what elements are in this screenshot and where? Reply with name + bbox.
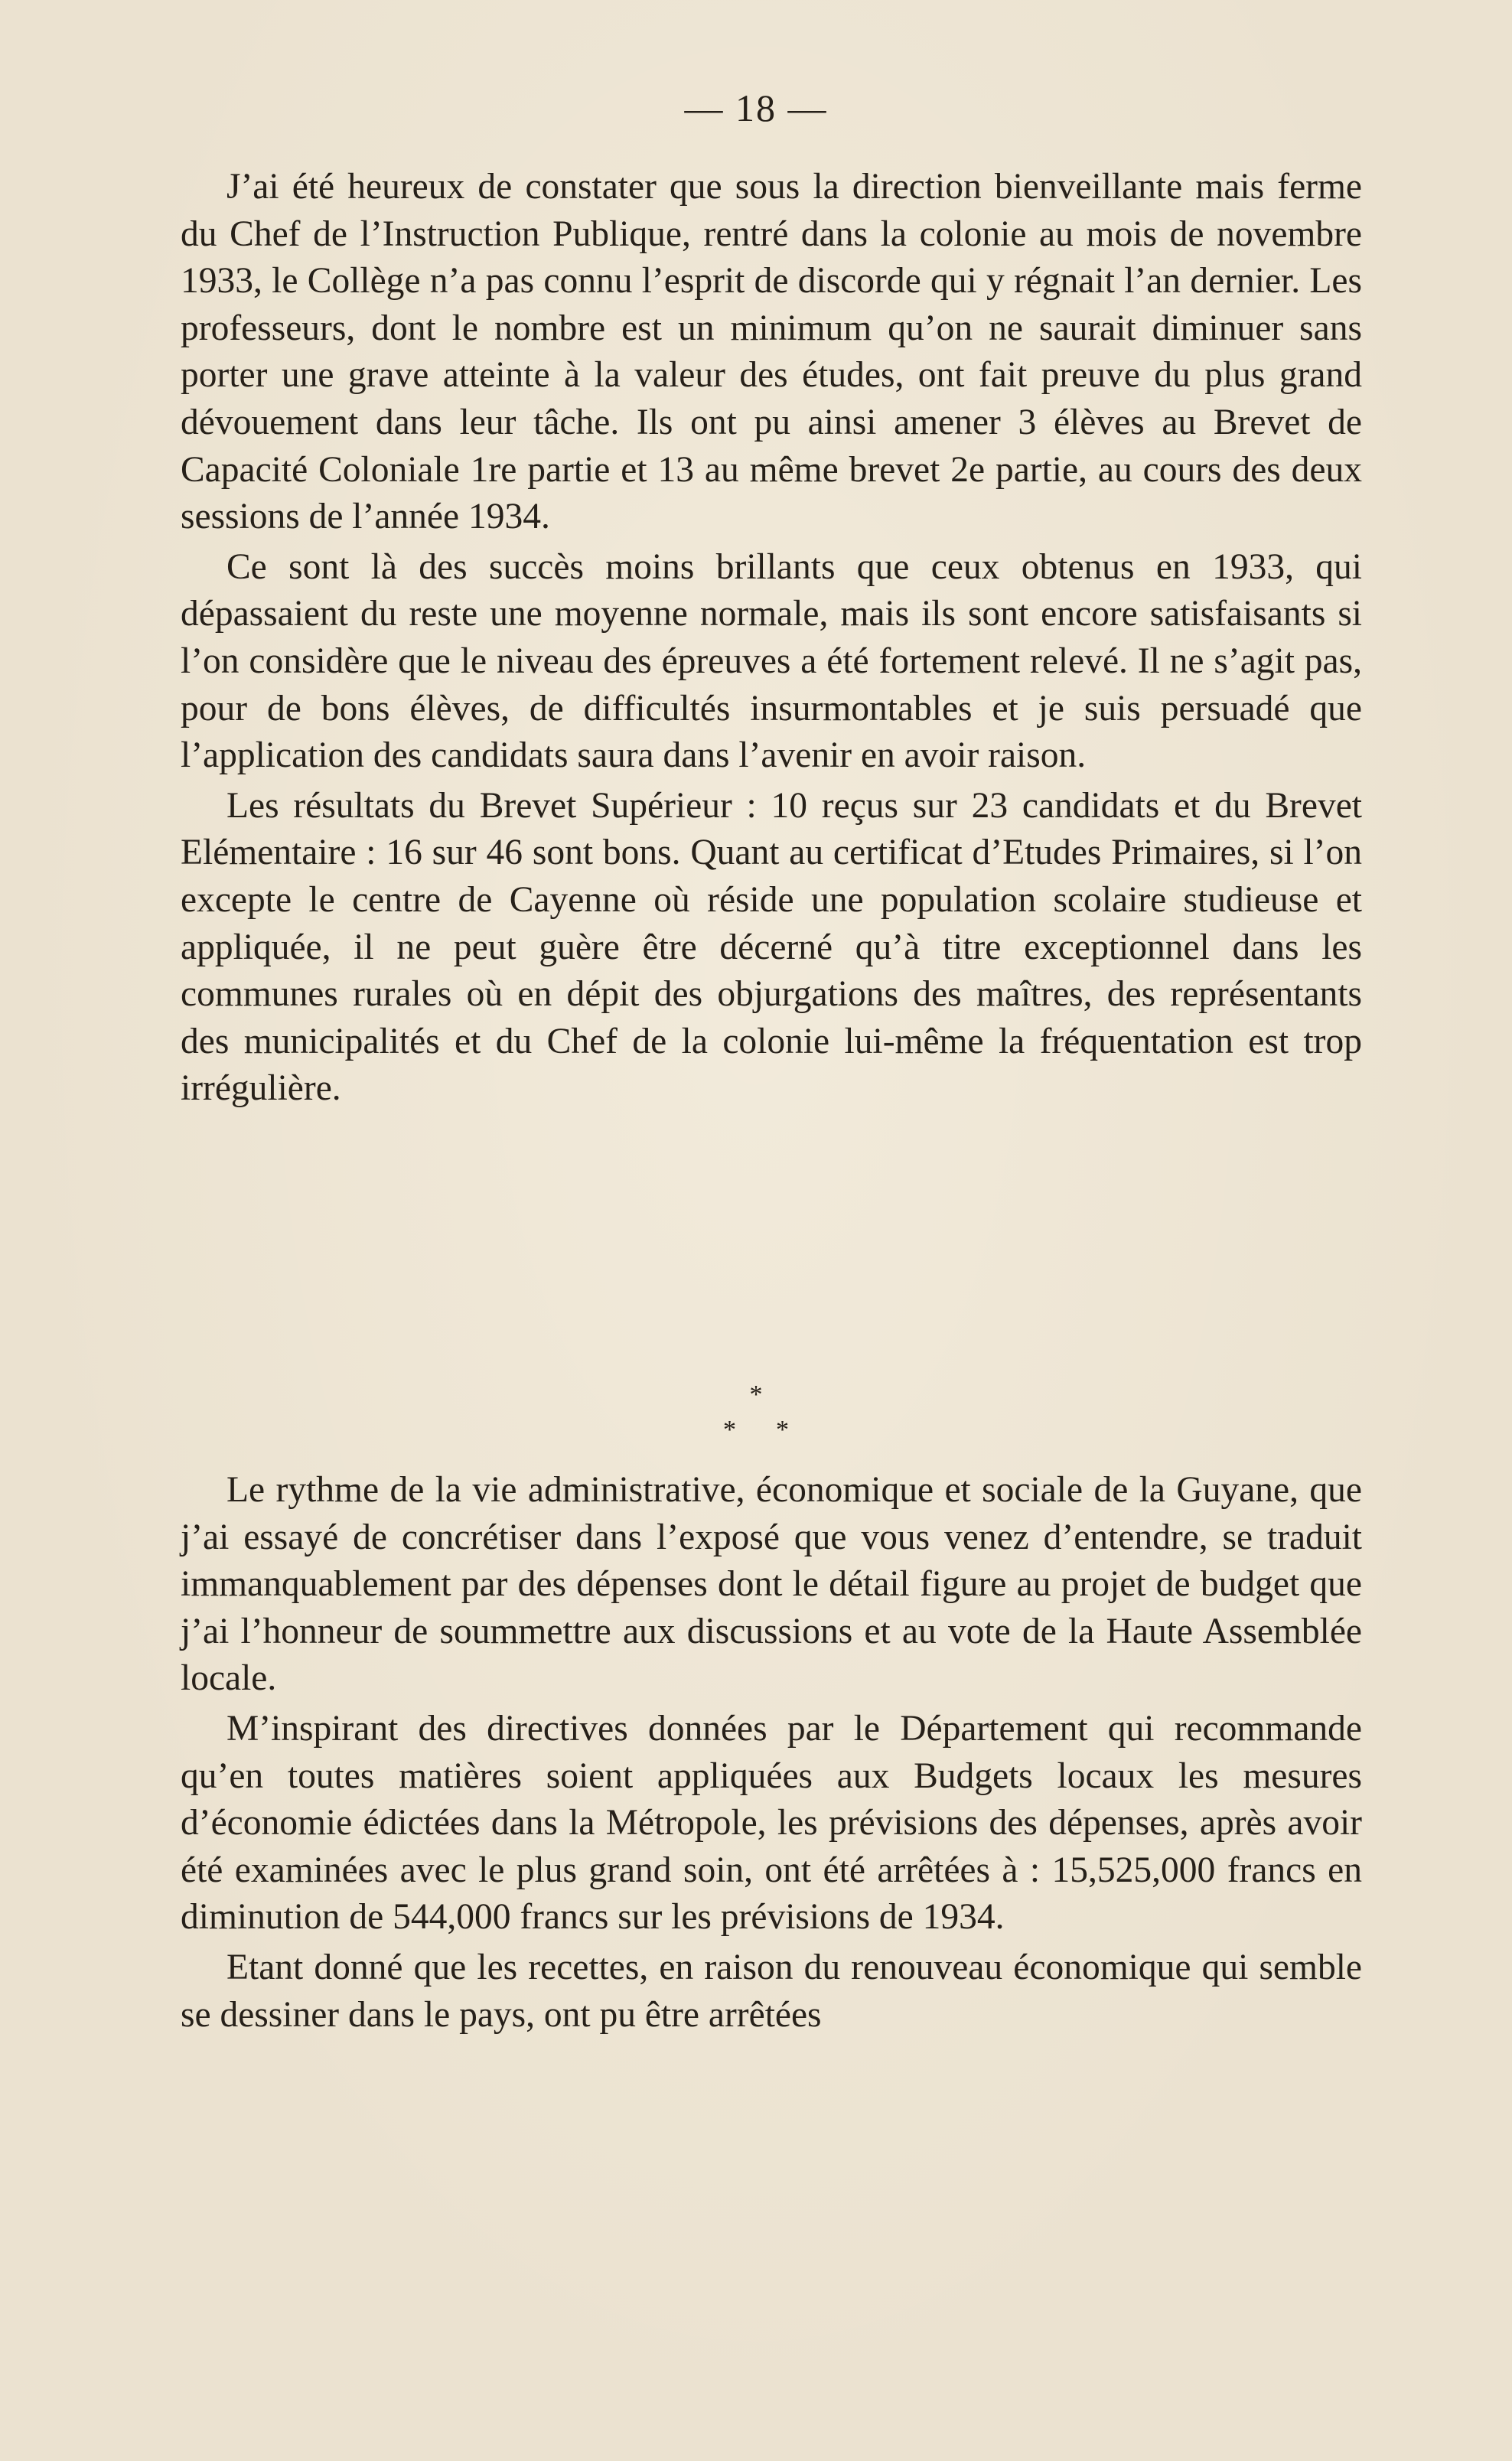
paragraph: J’ai été heureux de constater que sous la direction bienveillante mais ferme du Chef de l’Instruction Publique, rentré dans la colonie au mois de novembre 1933, le Collège n’a pas connu l’esprit de discorde qui y régnait l’an dernier. Les professeurs, dont le nombre est un minimum qu’on ne saurait diminuer sans porter une grave atteinte à la valeur des études, ont fait preuve du plus grand dévouement dans leur tâche. Ils ont pu ainsi amener 3 élèves au Brevet de Capacité Coloniale 1re partie et 13 au même brevet 2e partie, au cours des deux sessions de l’année 1934. [181, 167, 1362, 537]
page-number: — 18 — [684, 86, 828, 129]
paragraph: M’inspirant des directives données par le Département qui recommande qu’en toutes matières soient appliquées aux Budgets locaux les mesures d’économie édictées dans la Métropole, les prévisions des dépenses, après avoir été examinées avec le plus grand soin, ont été arrêtées à : 15,525,000 francs en diminution de 544,000 francs sur les prévisions de 1934. [181, 1708, 1362, 1938]
section-education [181, 164, 1362, 1113]
asterism-top [0, 1382, 1512, 1408]
asterism-star: * [723, 1416, 736, 1444]
paragraph: Etant donné que les recettes, en raison du renouveau économique qui semble se dessiner dans le pays, ont pu être arrêtées [181, 1947, 1362, 2035]
paragraph: Les résultats du Brevet Supérieur : 10 reçus sur 23 candidats et du Brevet Elémentaire : 16 sur 46 sont bons. Quant au certificat d’Etudes Primaires, si l’on excepte le centre de Cayenne où réside une population scolaire studieuse et appliquée, il ne peut guère être décerné qu’à titre exceptionnel dans les communes rurales où en dépit des objurgations des maîtres, des représentants des municipalités et du Chef de la colonie lui-même la fréquentation est trop irrégulière. [181, 785, 1362, 1109]
asterism-star: * [749, 1380, 763, 1409]
section-budget [181, 1467, 1362, 2039]
paragraph: Ce sont là des succès moins brillants que ceux obtenus en 1933, qui dépassaient du reste une moyenne normale, mais ils sont encore satisfaisants si l’on considère que le niveau des épreuves a été fortement relevé. Il ne s’agit pas, pour de bons élèves, de difficultés insurmontables et je suis persuadé que l’application des candidats saura dans l’avenir en avoir raison. [181, 546, 1362, 776]
paragraph: Le rythme de la vie administrative, économique et sociale de la Guyane, que j’ai essayé de concrétiser dans l’exposé que vous venez d’entendre, se traduit immanquablement par des dépenses dont le détail figure au projet de budget que j’ai l’honneur de soummettre aux discussions et au vote de la Haute Assemblée locale. [181, 1470, 1362, 1699]
asterism-bottom [0, 1417, 1512, 1443]
asterism-star: * [776, 1416, 789, 1444]
